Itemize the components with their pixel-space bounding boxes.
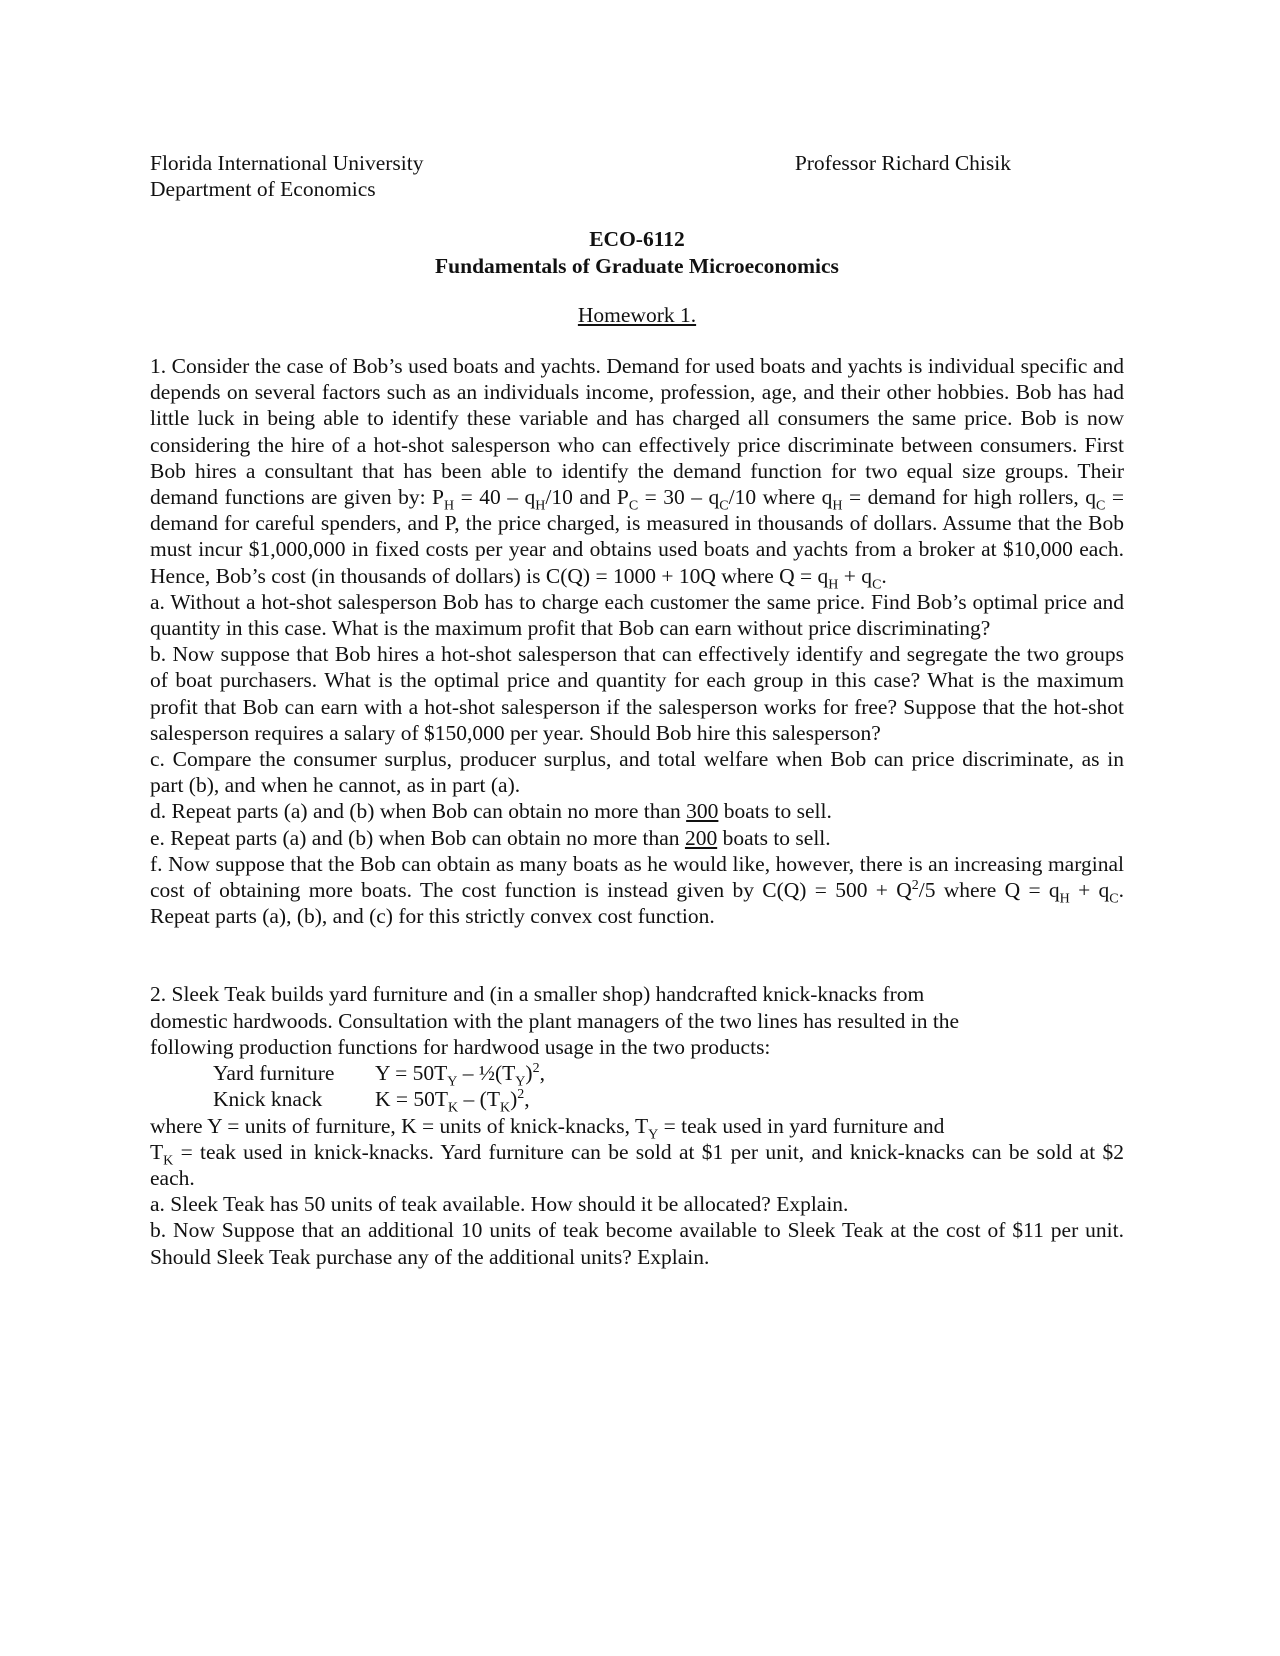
text-run: + q [838, 563, 873, 588]
assignment-title-text: Homework 1. [577, 302, 697, 327]
header-left [150, 150, 423, 202]
text-run: + q [1069, 878, 1110, 903]
subscript: Y [648, 1126, 659, 1142]
text-run: T [150, 1139, 164, 1164]
text-run: – (T [458, 1087, 500, 1112]
text-run: . [881, 563, 887, 588]
text-run: where Y = units of furniture, K = units of knick-knacks, T [150, 1113, 649, 1138]
question-1f [150, 851, 1124, 930]
superscript: 2 [517, 1087, 525, 1103]
question-2 [150, 981, 1124, 1269]
equation-label: Yard furniture [213, 1061, 335, 1086]
equation-yard-furniture [150, 1060, 1124, 1090]
document-page [150, 150, 1124, 1270]
text-run: boats to sell. [717, 825, 831, 850]
text-run: boats to sell. [718, 799, 832, 824]
course-code: ECO-6112 [589, 227, 685, 252]
question-1 [150, 353, 1124, 929]
course-name: Fundamentals of Graduate Microeconomics [435, 253, 839, 278]
question-2a: a. Sleek Teak has 50 units of teak available. How should it be allocated? Explain. [150, 1192, 849, 1217]
header [150, 150, 1124, 202]
question-1d [150, 798, 1124, 824]
subscript: H [828, 576, 839, 592]
text-run: , [524, 1087, 530, 1112]
text-run: = 30 – q [638, 485, 720, 510]
subscript: H [444, 498, 455, 514]
subscript: H [535, 498, 546, 514]
subscript: Y [447, 1074, 458, 1090]
question-2b: b. Now Suppose that an additional 10 units of teak become available to Sleek Teak at the cost of $11 per unit. Should Sleek Teak purchase any of the additional units? Explain. [150, 1218, 1124, 1269]
text-run: /5 where Q = q [918, 878, 1060, 903]
subscript: C [719, 498, 729, 514]
text-run: = demand for high rollers, q [842, 485, 1096, 510]
subscript: H [832, 498, 843, 514]
text-run: = demand for careful spenders, and P, the price charged, is measured in thousands of dollars. Assume that the Bob must incur $1,000,000 in fixed costs per year and obtains used boats and yachts from a broker at $10,000 each. Hence, Bob’s cost (in thousands of dollars) is C(Q) = 1000 + 10Q where Q = q [150, 485, 1124, 588]
subscript: K [499, 1100, 511, 1116]
text-run: d. Repeat parts (a) and (b) when Bob can obtain no more than [150, 799, 687, 824]
superscript: 2 [532, 1060, 540, 1076]
text-run: /10 where q [728, 485, 833, 510]
underlined-number: 200 [684, 825, 718, 850]
underlined-number: 300 [686, 799, 719, 824]
text-run: /10 and P [545, 485, 629, 510]
department-name: Department of Economics [150, 177, 376, 202]
equation-knick-knack [150, 1086, 1124, 1116]
subscript: C [872, 576, 882, 592]
text-run: Y = 50T [375, 1061, 448, 1086]
university-name: Florida International University [150, 151, 424, 175]
superscript: 2 [911, 877, 919, 893]
question-2-where-line-1 [150, 1113, 1124, 1142]
text-run: – ½(T [457, 1061, 516, 1086]
text-run: . Repeat parts (a), (b), and (c) for this strictly convex cost function. [150, 878, 1124, 929]
subscript: C [628, 498, 639, 514]
text-run: e. Repeat parts (a) and (b) when Bob can obtain no more than [150, 825, 685, 850]
equation-label: Knick knack [213, 1087, 323, 1112]
subscript: K [163, 1153, 174, 1168]
professor-name: Professor Richard Chisik [794, 151, 1011, 175]
question-1b: b. Now suppose that Bob hires a hot-shot salesperson that can effectively identify and segregate the two groups of boat purchasers. What is the optimal price and quantity for each group in this case? What is the maximum profit that Bob can earn with a hot-shot salesperson if the salesperson works for free? Suppose that the hot-shot salesperson requires a salary of $150,000 per year. Should Bob hire this salesperson? [150, 642, 1124, 745]
text-run: K = 50T [375, 1087, 449, 1112]
assignment-title [150, 302, 1124, 328]
equation-formula [375, 1086, 530, 1116]
question-1-intro [150, 353, 1124, 592]
question-2-intro: 2. Sleek Teak builds yard furniture and (in a smaller shop) handcrafted knick-knacks from domestic hardwoods. Consultation with the plant managers of the two lines has resulted in the following production functions for hardwood usage in the two products: [150, 982, 960, 1059]
question-2-where-line-2 [150, 1139, 1124, 1191]
text-run: = teak used in knick-knacks. Yard furniture can be sold at $1 per unit, and knick-knacks can be sold at $2 each. [150, 1139, 1124, 1190]
question-1e [150, 825, 1124, 851]
question-1c: c. Compare the consumer surplus, producer surplus, and total welfare when Bob can price discriminate, as in part (b), and when he cannot, as in part (a). [150, 747, 1124, 798]
question-1a: a. Without a hot-shot salesperson Bob has to charge each customer the same price. Find Bob’s optimal price and quantity in this case. What is the maximum profit that Bob can earn without price discriminating? [150, 589, 1124, 641]
subscript: C [1096, 498, 1106, 514]
subscript: H [1059, 891, 1070, 907]
text-run: 1. Consider the case of Bob’s used boats and yachts. Demand for used boats and yachts is individual specific and depends on several factors such as an individuals income, profession, age, and their other hobbies. Bob has had little luck in being able to identify these variable and has charged all consumers the same price. Bob is now considering the hire of a hot-shot salesperson who can effectively price discriminate between consumers. First Bob hires a consultant that has been able to identify the demand function for two equal size groups. Their demand functions are given by: P [150, 354, 1124, 510]
text-run: , [539, 1061, 545, 1086]
text-run: f. Now suppose that the Bob can obtain as many boats as he would like, however, there is an increasing marginal cost of obtaining more boats. The cost function is instead given by C(Q) = 500 + Q [150, 851, 1124, 903]
subscript: Y [515, 1074, 526, 1090]
subscript: K [448, 1100, 459, 1116]
text-run: ) [510, 1087, 518, 1112]
text-run: = 40 – q [454, 485, 536, 510]
equation-formula [375, 1060, 545, 1090]
text-run: ) [525, 1061, 533, 1086]
subscript: C [1109, 891, 1119, 907]
text-run: = teak used in yard furniture and [658, 1113, 945, 1138]
